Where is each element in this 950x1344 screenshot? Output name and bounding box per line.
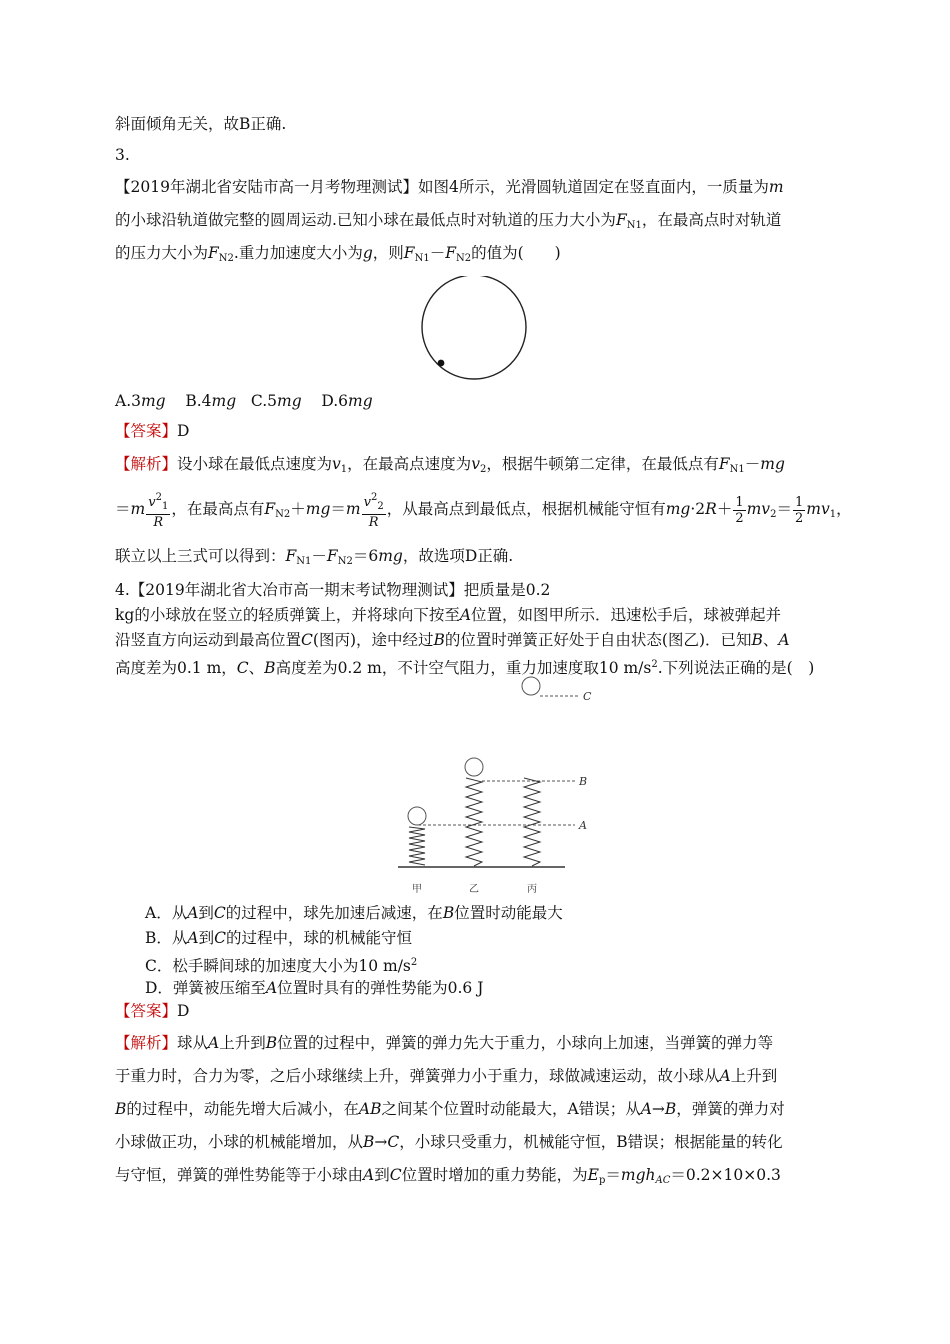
previous-answer-tail: 斜面倾角无关，故B正确. (115, 115, 287, 133)
q3-circle-track-figure (418, 276, 534, 386)
q3-source: 【2019年湖北省安陆市高一月考物理测试】 (115, 178, 418, 196)
spring-yi (466, 778, 482, 866)
caption-yi: 乙 (469, 884, 479, 895)
ball (438, 360, 445, 367)
q4-option-D: D．弹簧被压缩至A位置时具有的弹性势能为0.6 J (145, 979, 484, 997)
spring-bing (524, 778, 540, 866)
q4-option-B: B．从A到C的过程中，球的机械能守恒 (145, 929, 412, 947)
ball-yi (465, 758, 483, 776)
q4-analysis-line1: 【解析】球从A上升到B位置的过程中，弹簧的弹力先大于重力，小球向上加速，当弹簧的弹力等 (115, 1034, 774, 1052)
q4-analysis-line5: 与守恒，弹簧的弹性势能等于小球由A到C位置时增加的重力势能，为$E_p=mgh_{AC}=0.2\times 10\times 0.3$ (115, 1166, 781, 1186)
q4-analysis-line4: 小球做正功，小球的机械能增加，从B→C，小球只受重力，机械能守恒，B错误；根据能量的转化 (115, 1133, 783, 1151)
caption-bing: 丙 (527, 884, 537, 895)
q3-analysis-line1: 【解析】设小球在最低点速度为$v_1$，在最高点速度为$v_2$，根据牛顿第二定律，在最低点有$F_{N1}-mg$ (115, 455, 785, 475)
spring-jia (409, 827, 425, 865)
circular-track (422, 276, 526, 379)
q4-stem-line3: 沿竖直方向运动到最高位置C(图丙)，途中经过B的位置时弹簧正好处于自由状态(图乙)．已知B、A (115, 631, 790, 649)
q4-stem-line2: kg的小球放在竖立的轻质弹簧上，并将球向下按至A位置，如图甲所示．迅速松手后，球被弹起并 (115, 606, 782, 624)
q3-analysis-line3: 联立以上三式可以得到：$F_{N1}-F_{N2}=6mg$，故选项D正确. (115, 547, 514, 567)
q4-answer: 【答案】D (115, 1002, 190, 1020)
label-A: A (579, 819, 587, 832)
ball-jia (408, 807, 426, 825)
label-B: B (579, 775, 588, 788)
q4-analysis-line2: 于重力时，合力为零，之后小球继续上升，弹簧弹力小于重力，球做减速运动，故小球从A上升到 (115, 1067, 778, 1085)
q3-stem-line3: 的压力大小为$F_{N2}$.重力加速度大小为g，则$F_{N1}-F_{N2}$的值为( ) (115, 244, 561, 264)
q3-stem-line1: 【2019年湖北省安陆市高一月考物理测试】如图4所示，光滑圆轨道固定在竖直面内，一质量为m (115, 178, 784, 196)
ball-C (522, 677, 540, 695)
q4-spring-figure (380, 670, 610, 900)
q3-options: A.3mg B.4mg C.5mg D.6mg (115, 392, 373, 410)
label-C: C (583, 690, 592, 703)
caption-jia: 甲 (412, 884, 422, 895)
q4-analysis-line3: B的过程中，动能先增大后减小，在AB之间某个位置时动能最大，A错误；从A→B，弹簧的弹力对 (115, 1100, 785, 1118)
q4-option-C: C．松手瞬间球的加速度大小为10 $m/s^2$ (145, 957, 418, 975)
q3-answer: 【答案】D (115, 422, 190, 440)
q4-option-A: A．从A到C的过程中，球先加速后减速，在B位置时动能最大 (145, 904, 563, 922)
q3-stem-line2: 的小球沿轨道做完整的圆周运动.已知小球在最低点时对轨道的压力大小为$F_{N1}$，在最高点时对轨道 (115, 211, 782, 231)
q3-number: 3. (115, 146, 130, 164)
q4-stem-line4: 高度差为0.1 m，C、B高度差为0.2 m，不计空气阻力，重力加速度取10 $m/s^2$.下列说法正确的是( ) (115, 659, 815, 677)
q3-analysis-line2: ＝m $\frac{v^2_1}{R}$ ，在最高点有$F_{N2}+mg=m$ $\frac{v^2_2}{R}$ ，从最高点到最低点，根据机械能守恒有mg·2R＋ $\frac{1}{2}$ $mv_2=$ $\frac{1}{2}$ $mv_1$， (115, 492, 852, 530)
q4-stem-line1: 4.【2019年湖北省大冶市高一期末考试物理测试】把质量是0.2 (115, 581, 551, 599)
